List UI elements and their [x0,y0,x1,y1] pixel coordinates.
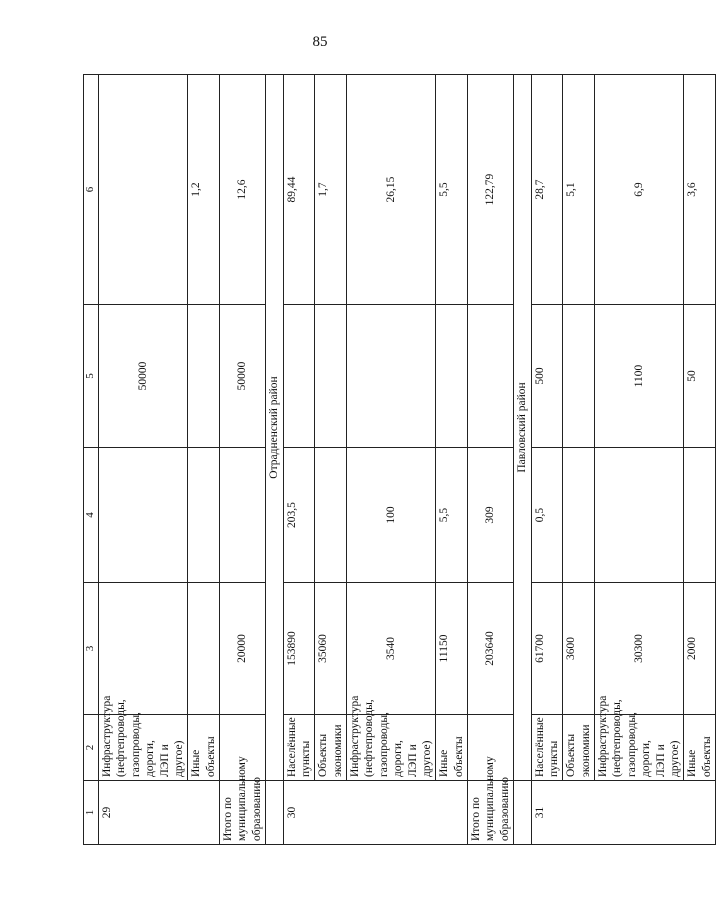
category-cell: Населённые пункты [283,715,315,781]
cell-col5 [188,305,220,448]
table-row [188,75,220,845]
category-cell: Инфраструктура (нефтепроводы, газопроводы, дороги, ЛЭП и другое) [347,715,436,781]
table-row [99,75,188,845]
cell-col5: 500 [531,305,563,448]
rotated-table-wrapper [83,75,713,845]
cell-col6: 122,79 [468,75,514,305]
cell-col3: 61700 [531,583,563,715]
cell-col4 [595,448,684,583]
cell-col3: 35060 [315,583,347,715]
row-number: 30 [283,781,468,845]
cell-col3: 3600 [563,583,595,715]
cell-col6: 5,1 [563,75,595,305]
cell-col3 [188,583,220,715]
cell-col6: 5,5 [436,75,468,305]
category-cell: Инфраструктура (нефтепроводы, газопроводы, дороги, ЛЭП и другое) [99,715,188,781]
cell-col6: 89,44 [283,75,315,305]
cell-col5 [315,305,347,448]
cell-col4 [99,448,188,583]
table-row [595,75,684,845]
cell-col3: 20000 [220,583,266,715]
col-header-3: 3 [84,583,99,715]
table-row [283,75,315,845]
table-row [563,75,595,845]
header-row [84,75,99,845]
category-cell: Иные объекты [188,715,220,781]
total-label: Итого по муниципальному образованию [220,781,266,845]
cell-col4: 0,5 [531,448,563,583]
cell-col5 [468,305,514,448]
cell-col4 [315,448,347,583]
cell-col3: 3540 [347,583,436,715]
cell-col5: 50 [684,305,716,448]
region-name: Павловский район [514,75,531,781]
total-row [468,75,514,845]
col-header-1: 1 [84,781,99,845]
cell-col5 [563,305,595,448]
cell-col4 [220,448,266,583]
category-cell: Инфраструктура (нефтепроводы, газопроводы, дороги, ЛЭП и другое) [595,715,684,781]
cell-col6 [99,75,188,305]
cell-col5: 50000 [220,305,266,448]
cell-col6: 28,7 [531,75,563,305]
category-cell: Объекты экономики [563,715,595,781]
cell-col3: 11150 [436,583,468,715]
category-cell: Объекты экономики [315,715,347,781]
cell-col4 [188,448,220,583]
category-cell: Иные объекты [436,715,468,781]
col-header-5: 5 [84,305,99,448]
col-header-4: 4 [84,448,99,583]
col-header-2: 2 [84,715,99,781]
cell-col3 [99,583,188,715]
total-label: Итого по муниципальному образованию [468,781,514,845]
region-spacer [266,781,283,845]
region-row [266,75,283,845]
cell-col5 [347,305,436,448]
cell-col5: 1100 [595,305,684,448]
category-cell: Иные объекты [684,715,716,781]
cell-col5: 50000 [99,305,188,448]
cell-col6: 1,7 [315,75,347,305]
region-row [514,75,531,845]
row-number: 31 [531,781,716,845]
region-name: Отрадненский район [266,75,283,781]
total-row [220,75,266,845]
table-row [436,75,468,845]
cell-col4: 100 [347,448,436,583]
cell-col3: 30300 [595,583,684,715]
page-number: 85 [312,34,328,50]
table-row [531,75,563,845]
cell-col6: 12,6 [220,75,266,305]
data-table [83,74,716,845]
cell-col5 [283,305,315,448]
cell-col4: 203,5 [283,448,315,583]
cell-col6: 6,9 [595,75,684,305]
region-spacer [514,781,531,845]
col-header-6: 6 [84,75,99,305]
cell-col3: 153890 [283,583,315,715]
table-row [347,75,436,845]
cell-col3: 2000 [684,583,716,715]
cell-col4 [563,448,595,583]
table-row [315,75,347,845]
cell-col3: 203640 [468,583,514,715]
cell-col5 [436,305,468,448]
cell-col4 [684,448,716,583]
cell-col6: 3,6 [684,75,716,305]
cell-col4: 5,5 [436,448,468,583]
category-cell: Населённые пункты [531,715,563,781]
cell-col4: 309 [468,448,514,583]
table-row [684,75,716,845]
cell-col6: 1,2 [188,75,220,305]
cell-col6: 26,15 [347,75,436,305]
row-number: 29 [99,781,220,845]
